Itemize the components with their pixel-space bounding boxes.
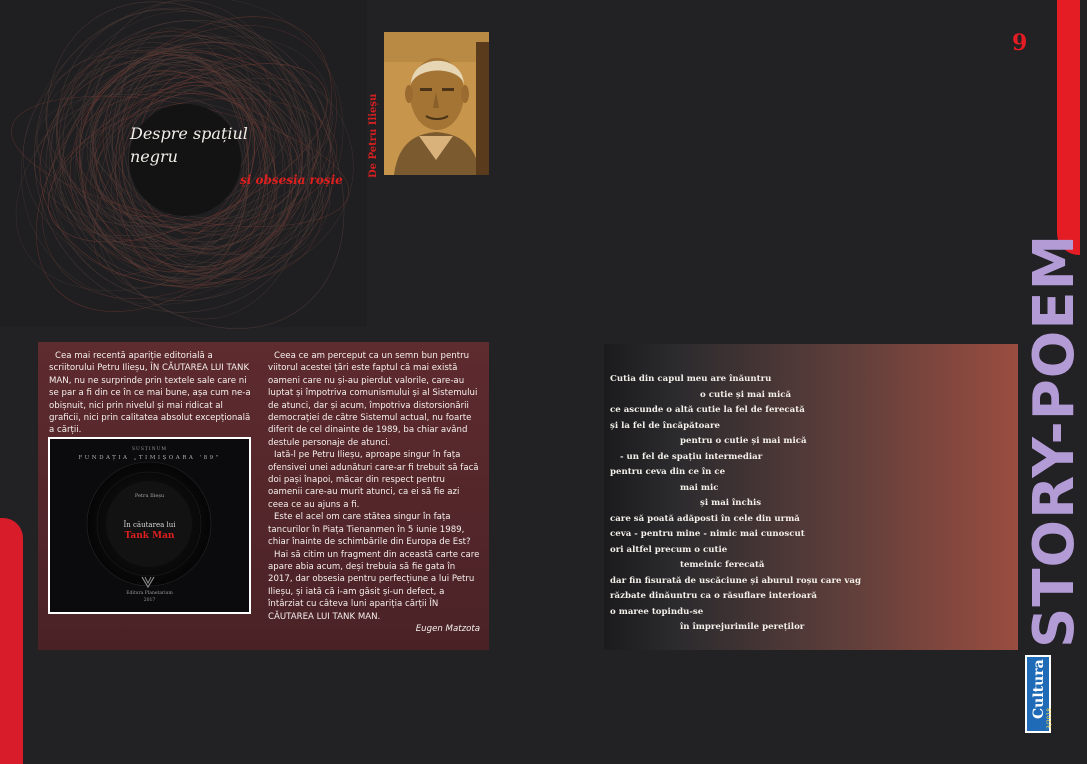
byline-text: De Petru Ilieșu [368,93,379,178]
poem-line: și la fel de încăpătoare [610,420,720,431]
article-signature: Eugen Matzota [415,623,480,634]
poem-line: Cutia din capul meu are înăuntru [610,374,772,384]
book-cover [48,437,251,614]
poem-line: ori altfel precum o cutie [610,544,728,555]
right-accent-bar [1057,0,1080,255]
article-column-2 [268,350,480,635]
article-subtitle: și obsesia roșie [240,173,343,187]
poem-line: pentru ceva din ce în ce [610,467,726,477]
magazine-logo [1025,655,1051,733]
article-box [38,342,489,650]
poem-line: în împrejurimile pereților [680,622,805,632]
poem-line: ce ascunde o altă cutie la fel de ferecată [610,405,805,415]
author-byline [368,90,382,180]
left-accent-bar [0,518,23,764]
book-sponsor: SUSȚINUM [131,447,168,452]
book-title-line2: Tank Man [124,531,175,541]
poem-line: mai mic [680,482,719,493]
poem-line: ceva - pentru mine - nimic mai cunoscut [610,529,805,539]
poem-line: care să poată adăposti în cele din urmă [610,513,800,524]
intro-paragraph: Cea mai recentă apariție editorială a scriitorului Petru Ilieșu, ÎN CĂUTAREA LUI TANK MAN, nu ne surprinde prin textele sale care ni se par a fi din ce în ce mai bune, așa cum ne-a obișnuit, nici prin nivelul și mai ridicat al graficii, nici prin calitatea absolut excepțională a cărții. [49,351,251,436]
article-paragraph: Hai să citim un fragment din această carte care apare abia acum, deși trebuia să fie gata în 2017, dar obsesia pentru perfecțiune a lui Petru Ilieșu, și iată că i-am găsit și-un defect, a întârziat cu câteva luni apariția cărții ÎN CĂUTAREA LUI TANK MAN. [268,549,480,622]
magazine-issue: 3/2018 [1046,707,1053,729]
poem-line: și mai închis [700,498,762,508]
article-paragraph: Ceea ce am perceput ca un semn bun pentru viitorul acestei țări este faptul că mai există oameni care nu și-au pierdut valorile, care-au luptat și împotriva comunismului și al Sistemului de atunci, dar și acum, împotriva distorsionării democrației de către Sistemul actual, nu foarte diferit de cel dinainte de 1989, ba chiar având destule personaje de atunci. [268,351,478,448]
page-number: 9 [1012,30,1028,56]
article-paragraph: Este el acel om care stătea singur în fața tancurilor în Piața Tienanmen în 5 iunie 1989, chiar înainte de schimbările din Europa de Est? [268,512,471,548]
article-title: Despre spațiul negru [130,124,248,166]
poem-line: - un fel de spațiu intermediar [620,451,763,462]
poem-line: o cutie și mai mică [700,389,792,400]
section-label-text: STORY-POEM [1022,233,1087,648]
book-title-line1: În căutarea lui [123,521,176,529]
poem-line: răzbate dinăuntru ca o răsuflare interioară [610,591,817,601]
poem-text [610,372,861,636]
portrait-image [384,32,489,175]
book-publisher: Editura Planetarium [126,591,173,596]
article-column-1 [49,350,254,437]
author-portrait [384,32,489,175]
book-foundation: FUNDAȚIA „TIMIȘOARA '89" [78,455,221,461]
poem-line: temeinic ferecată [680,560,765,570]
hero-illustration [0,0,367,327]
poem-line: pentru o cutie și mai mică [680,436,807,446]
poem-line: o maree topindu-se [610,606,704,617]
book-year: 2017 [143,598,156,603]
article-paragraph: Iată-l pe Petru Ilieșu, aproape singur în fața ofensivei unei adunături care-ar fi trebuit să facă doi pași înapoi, măcar din respect pentru oamenii care-au murit atunci, ca ei să fie azi ceea ce au ajuns a fi. [268,450,479,510]
magazine-logo-text: Cultura [1031,659,1047,719]
section-label [1018,233,1087,660]
book-author: Petru Ilieșu [134,493,165,499]
poem-line: dar fin fisurată de uscăciune și aburul roșu care vag [610,575,862,586]
poem-box [604,344,1018,650]
